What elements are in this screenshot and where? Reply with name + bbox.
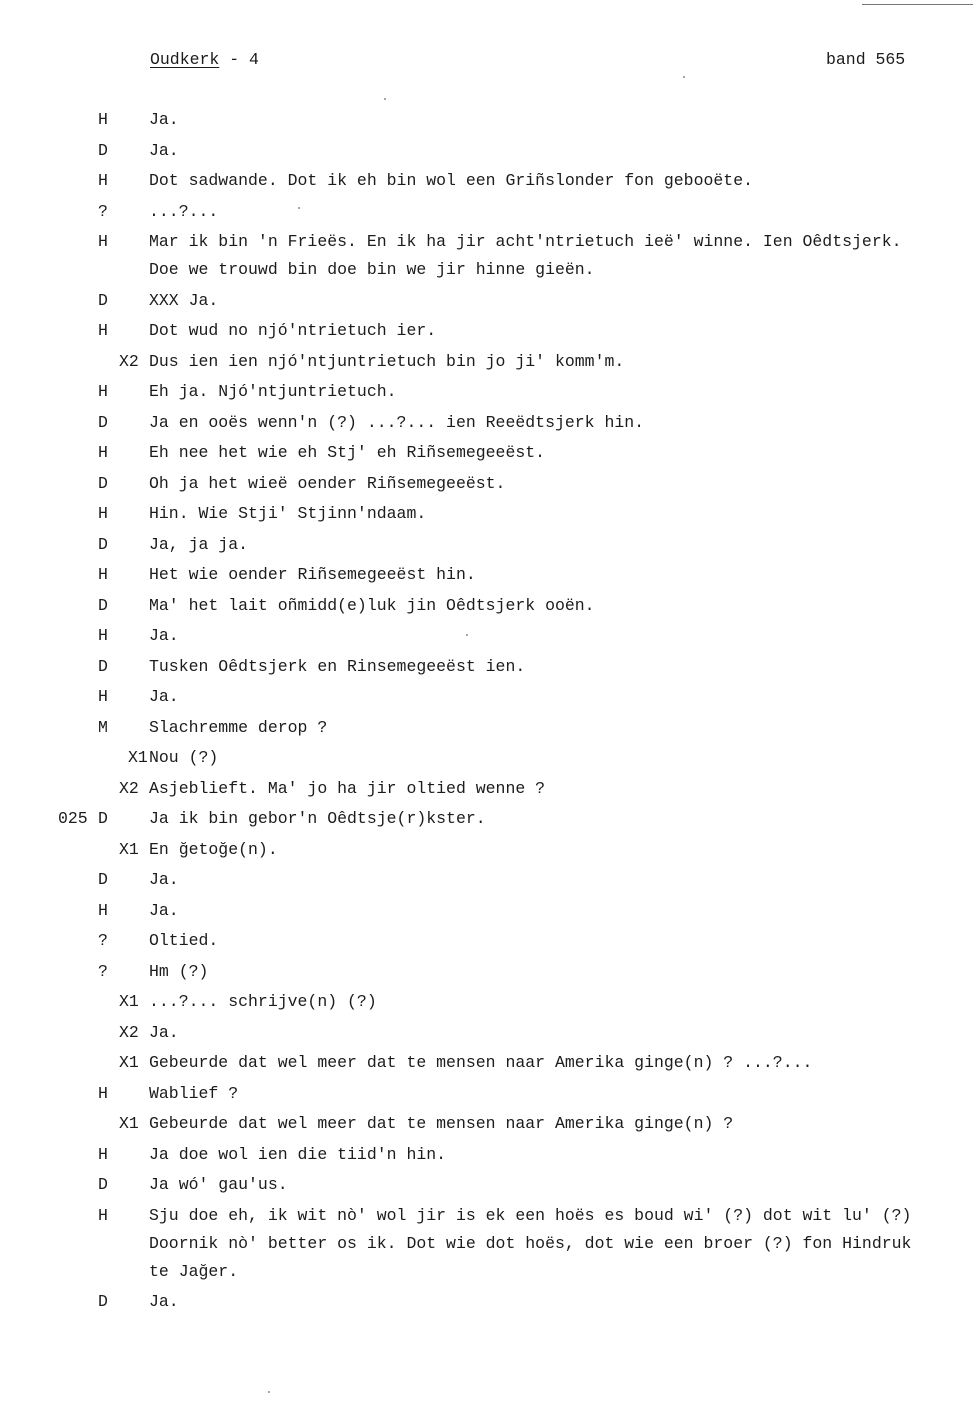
transcript-line	[0, 565, 973, 596]
speaker-label: ?	[98, 931, 108, 950]
speaker-label: H	[98, 321, 108, 340]
speaker-label: D	[98, 534, 108, 554]
transcript-line	[0, 596, 973, 627]
speaker-label: X1	[119, 839, 139, 859]
line-text: Sju doe eh, ik wit nò' wol jir is ek een hoës es boud wi' (?) dot wit lu' (?)	[149, 1205, 912, 1225]
transcript-line	[0, 321, 973, 352]
speaker-label: D	[98, 1175, 108, 1194]
page-header-left	[150, 50, 259, 69]
transcript-line	[0, 809, 973, 840]
speaker-label: M	[98, 717, 108, 737]
speaker-label: H	[98, 687, 108, 706]
transcript-line	[0, 1053, 973, 1084]
speaker-label: H	[98, 626, 108, 645]
speaker-label: H	[98, 232, 108, 251]
line-text: Oltied.	[149, 931, 219, 950]
speaker-label: ?	[98, 201, 108, 221]
line-text: Doornik nò' better os ik. Dot wie dot hoës, dot wie een broer (?) fon Hindruk	[149, 1233, 912, 1253]
transcript-line	[0, 1114, 973, 1145]
transcript-line	[0, 1145, 973, 1176]
speaker-label: D	[98, 412, 108, 432]
document-title: Oudkerk	[150, 50, 220, 69]
speaker-label: H	[98, 1144, 108, 1164]
line-text: Dus ien ien njó'ntjuntrietuch bin jo ji' komm'm.	[149, 351, 625, 371]
line-text: Nou (?)	[149, 748, 219, 767]
speaker-label: H	[98, 443, 108, 462]
line-text: Het wie oender Riñsemegeeëst hin.	[149, 565, 476, 584]
speaker-label: H	[98, 900, 108, 920]
line-text: Oh ja het wieë oender Riñsemegeeëst.	[149, 473, 506, 493]
top-edge-line	[862, 4, 973, 5]
line-text: XXX Ja.	[149, 290, 219, 310]
line-text: Ja.	[149, 626, 179, 645]
transcript-line	[0, 504, 973, 535]
line-text: ...?... schrijve(n) (?)	[149, 992, 377, 1011]
paper-speck	[384, 98, 386, 100]
transcript	[0, 110, 973, 1323]
speaker-label: X2	[119, 778, 139, 798]
line-text: Gebeurde dat wel meer dat te mensen naar Amerika ginge(n) ? ...?...	[149, 1053, 813, 1072]
speaker-label: D	[98, 140, 108, 160]
line-text: te Jağer.	[149, 1261, 239, 1281]
line-text: Doe we trouwd bin doe bin we jir hinne gieën.	[149, 260, 595, 279]
line-text: Ja.	[149, 900, 179, 920]
transcript-line	[0, 535, 973, 566]
transcript-line	[0, 657, 973, 688]
speaker-label: H	[98, 110, 108, 129]
speaker-label: X1	[119, 1114, 139, 1133]
paper-speck	[268, 1391, 270, 1393]
speaker-label: H	[98, 171, 108, 190]
transcript-line	[0, 171, 973, 202]
line-text: Hm (?)	[149, 961, 209, 981]
speaker-label: X1	[128, 748, 148, 767]
speaker-label: H	[98, 1205, 108, 1225]
speaker-label: X2	[119, 351, 139, 371]
transcript-line	[0, 110, 973, 141]
line-text: Ja.	[149, 1022, 179, 1042]
speaker-label: X1	[119, 1053, 139, 1072]
band-number: band 565	[826, 50, 906, 69]
transcript-line	[0, 202, 973, 233]
paper-speck	[298, 207, 300, 209]
transcript-line	[0, 748, 973, 779]
transcript-line	[0, 291, 973, 322]
transcript-line	[0, 382, 973, 413]
speaker-label: D	[98, 656, 108, 676]
line-text: Ja doe wol ien die tiid'n hin.	[149, 1144, 447, 1164]
speaker-label: H	[98, 504, 108, 523]
speaker-label: D	[98, 1292, 108, 1311]
transcript-line	[0, 901, 973, 932]
transcript-line	[0, 474, 973, 505]
transcript-line	[0, 1175, 973, 1206]
transcript-line	[0, 962, 973, 993]
line-text: Mar ik bin 'n Frieës. En ik ha jir acht'ntrietuch ieë' winne. Ien Oêdtsjerk.	[149, 232, 902, 251]
paper-speck	[466, 634, 468, 636]
line-text: Ja en ooës wenn'n (?) ...?... ien Reeëdtsjerk hin.	[149, 412, 645, 432]
transcript-line	[0, 992, 973, 1023]
line-text: Slachremme derop ?	[149, 717, 328, 737]
line-text: Dot sadwande. Dot ik eh bin wol een Griñslonder fon gebooëte.	[149, 171, 753, 190]
line-text: Ja, ja ja.	[149, 534, 249, 554]
transcript-line	[0, 413, 973, 444]
transcript-line	[0, 1023, 973, 1054]
line-text: Gebeurde dat wel meer dat te mensen naar Amerika ginge(n) ?	[149, 1114, 734, 1133]
line-text: Ja wó' gau'us.	[149, 1175, 288, 1194]
line-text: Ja ik bin gebor'n Oêdtsje(r)kster.	[149, 809, 486, 828]
line-text: Ja.	[149, 870, 179, 889]
line-text: Ja.	[149, 1292, 179, 1311]
transcript-line-continuation	[0, 260, 973, 291]
paper-speck	[683, 76, 685, 78]
transcript-line	[0, 626, 973, 657]
line-text: Asjeblieft. Ma' jo ha jir oltied wenne ?	[149, 778, 546, 798]
line-text: Ja.	[149, 110, 179, 129]
transcript-line	[0, 779, 973, 810]
speaker-label: X1	[119, 992, 139, 1011]
line-text: Ja.	[149, 687, 179, 706]
line-text: Wablief ?	[149, 1083, 239, 1103]
transcript-line-continuation	[0, 1234, 973, 1262]
transcript-line	[0, 718, 973, 749]
line-text: En ğetoğe(n).	[149, 839, 278, 859]
line-text: Ma' het lait oñmidd(e)luk jin Oêdtsjerk ooën.	[149, 595, 595, 615]
line-text: ...?...	[149, 201, 219, 221]
page-separator: -	[219, 50, 250, 69]
transcript-line-continuation	[0, 1262, 973, 1293]
line-text: Ja.	[149, 140, 179, 160]
line-text: Eh nee het wie eh Stj' eh Riñsemegeeëst.	[149, 443, 546, 462]
transcript-line	[0, 931, 973, 962]
speaker-label: ?	[98, 961, 108, 981]
speaker-label: D	[98, 809, 108, 828]
transcript-line	[0, 443, 973, 474]
speaker-label: H	[98, 1083, 108, 1103]
transcript-line	[0, 232, 973, 260]
line-text: Eh ja. Njó'ntjuntrietuch.	[149, 382, 397, 401]
transcript-line	[0, 1084, 973, 1115]
speaker-label: D	[98, 473, 108, 493]
transcript-line	[0, 687, 973, 718]
transcript-line	[0, 1292, 973, 1323]
speaker-label: D	[98, 870, 108, 889]
line-text: Hin. Wie Stji' Stjinn'ndaam.	[149, 504, 427, 523]
speaker-label: X2	[119, 1022, 139, 1042]
speaker-label: D	[98, 595, 108, 615]
line-text: Dot wud no njó'ntrietuch ier.	[149, 321, 437, 340]
transcript-line	[0, 840, 973, 871]
speaker-label: H	[98, 382, 108, 401]
line-text: Tusken Oêdtsjerk en Rinsemegeeëst ien.	[149, 656, 526, 676]
page-number: 4	[249, 50, 259, 69]
speaker-label: D	[98, 290, 108, 310]
speaker-label: H	[98, 565, 108, 584]
transcript-line	[0, 1206, 973, 1234]
transcript-line	[0, 870, 973, 901]
transcript-line	[0, 141, 973, 172]
line-number: 025	[58, 809, 88, 828]
transcript-line	[0, 352, 973, 383]
